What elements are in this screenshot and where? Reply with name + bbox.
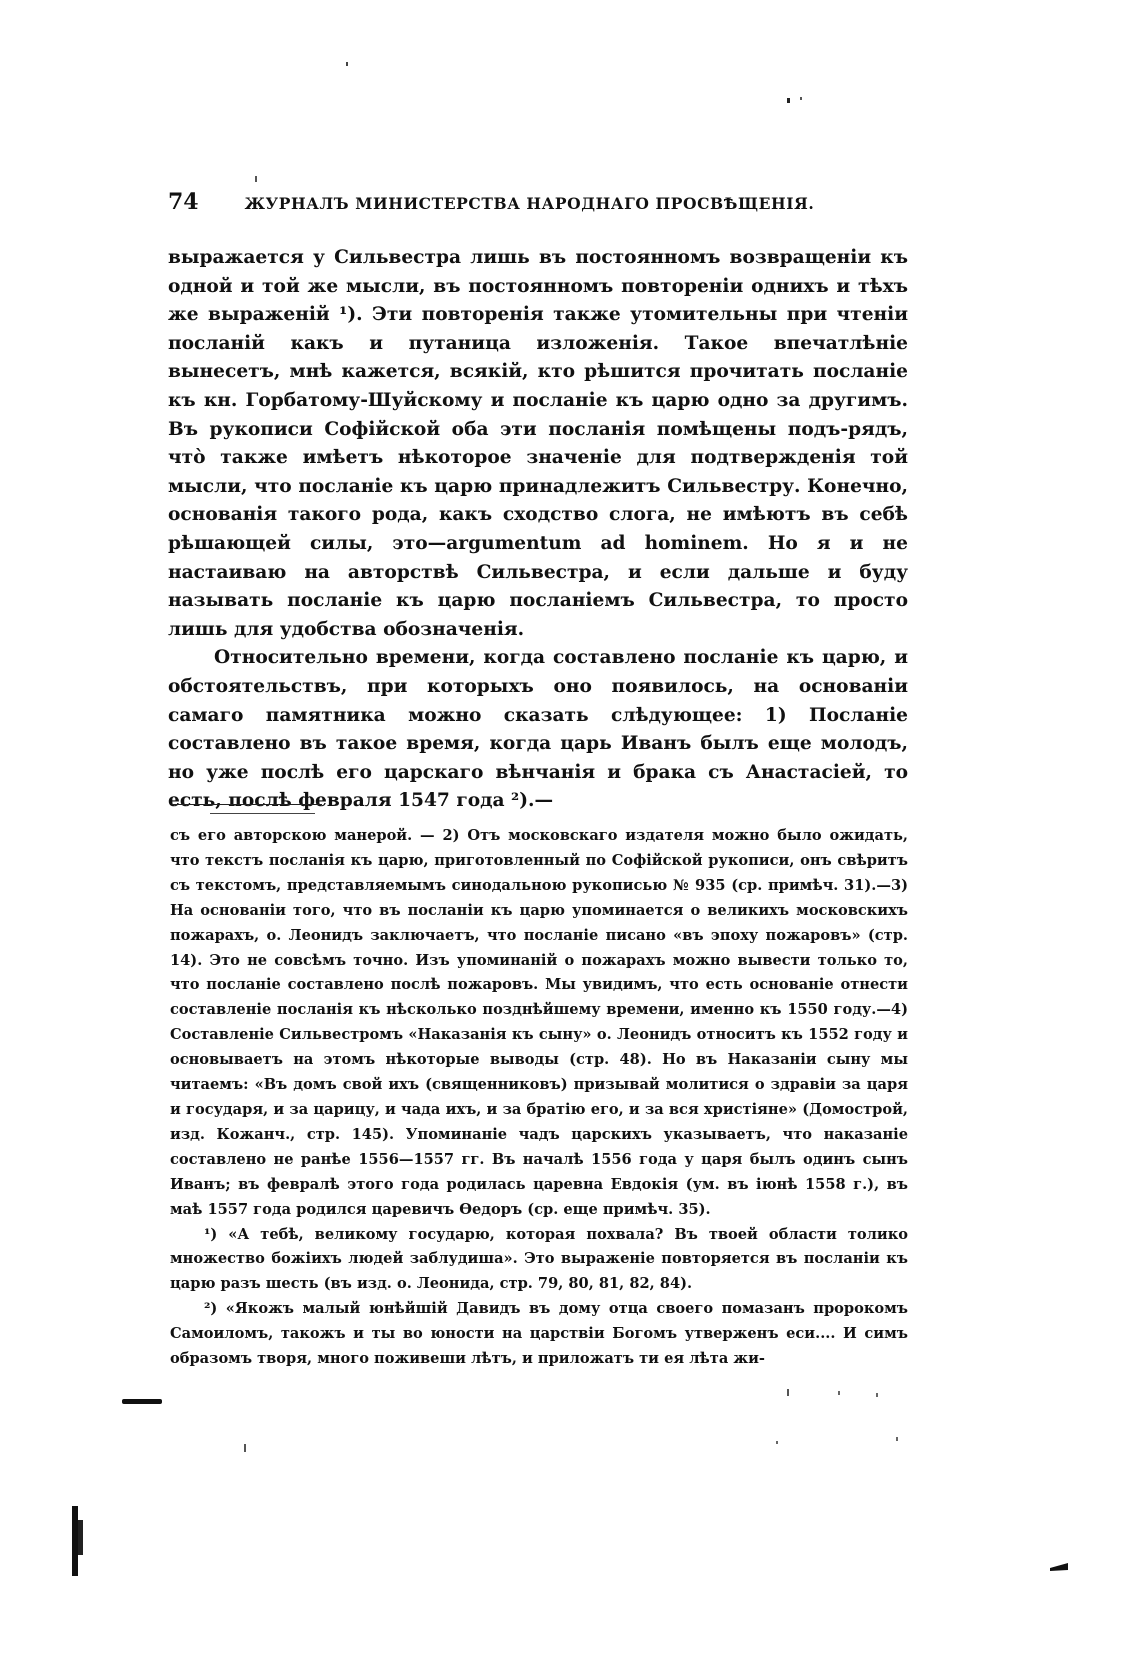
scan-speck — [787, 98, 790, 103]
footnote-1: ¹) «А тебѣ, великому государю, которая похвала? Въ твоей области толико множество божіихъ людей заблудиша». Это выраженіе повторяется въ посланіи къ царю разъ шесть (въ изд. о. Леонида, стр. 79, 80, 81, 82, 84). — [170, 1225, 908, 1293]
scan-speck — [838, 1391, 840, 1395]
page-number: 74 — [168, 189, 199, 215]
scan-speck — [896, 1437, 898, 1441]
scan-speck — [244, 1444, 246, 1452]
scan-edge-mark — [78, 1520, 83, 1555]
footnotes — [170, 824, 908, 1372]
scan-speck — [255, 176, 257, 182]
running-head: ЖУРНАЛЪ МИНИСТЕРСТВА НАРОДНАГО ПРОСВѢЩЕНІЯ. — [244, 194, 815, 213]
footnote-separator — [172, 804, 322, 805]
page-header — [168, 189, 908, 219]
scan-speck — [346, 62, 348, 66]
footnote-separator-secondary — [210, 813, 315, 814]
scan-speck — [876, 1393, 878, 1397]
scan-edge-mark — [1050, 1563, 1068, 1571]
scan-speck — [787, 1389, 789, 1396]
body-paragraph-1: выражается у Сильвестра лишь въ постоянномъ возвращеніи къ одной и той же мысли, въ постоянномъ повтореніи однихъ и тѣхъ же выраженій ¹). Эти повторенія также утомительны при чтеніи посланій какъ и путаница изложенія. Такое впечатлѣніе вынесетъ, мнѣ кажется, всякій, кто рѣшится прочитать посланіе къ кн. Горбатому-Шуйскому и посланіе къ царю одно за другимъ. Въ рукописи Софійской оба эти посланія помѣщены подъ-рядъ, что̀ также имѣетъ нѣкоторое значеніе для подтвержденія той мысли, что посланіе къ царю принадлежитъ Сильвестру. Конечно, основанія такого рода, какъ сходство слога, не имѣютъ въ себѣ рѣшающей силы, это—argumentum ad hominem. Но я и не настаиваю на авторствѣ Сильвестра, и если дальше и буду называть посланіе къ царю посланіемъ Сильвестра, то просто лишь для удобства обозначенія. — [168, 247, 908, 640]
footnote-2: ²) «Якожъ малый юнѣйшій Давидъ въ дому отца своего помазанъ пророкомъ Самоиломъ, такожъ и ты во юности на царствіи Богомъ утверженъ еси.... И симъ образомъ творя, много поживеши лѣтъ, и приложатъ ти ея лѣта жи- — [170, 1300, 908, 1368]
body-paragraph-2: Относительно времени, когда составлено посланіе къ царю, и обстоятельствъ, при которыхъ оно появилось, на основаніи самаго памятника можно сказать слѣдующее: 1) Посланіе составлено въ такое время, когда царь Иванъ былъ еще молодъ, но уже послѣ его царскаго вѣнчанія и брака съ Анастасіей, то есть, послѣ февраля 1547 года ²).— — [168, 647, 908, 812]
scan-speck — [776, 1441, 778, 1444]
footnote-continuation: съ его авторскою манерой. — 2) Отъ московскаго издателя можно было ожидать, что текстъ посланія къ царю, приготовленный по Софійской рукописи, онъ свѣритъ съ текстомъ, представляемымъ синодальною рукописью № 935 (ср. примѣч. 31).—3) На основаніи того, что въ посланіи къ царю упоминается о великихъ московскихъ пожарахъ, о. Леонидъ заключаетъ, что посланіе писано «въ эпоху пожаровъ» (стр. 14). Это не совсѣмъ точно. Изъ упоминаній о пожарахъ можно вывести только то, что посланіе составлено послѣ пожаровъ. Мы увидимъ, что есть основаніе отнести составленіе посланія къ нѣсколько позднѣйшему времени, именно къ 1550 году.—4) Составленіе Сильвестромъ «Наказанія къ сыну» о. Леонидъ относитъ къ 1552 году и основываетъ на этомъ нѣкоторые выводы (стр. 48). Но въ Наказаніи сыну мы читаемъ: «Въ домъ свой ихъ (священниковъ) призывай молитися о здравіи за царя и государя, и за царицу, и чада ихъ, и за братію его, и за вся христіяне» (Домострой, изд. Кожанч., стр. 145). Упоминаніе чадъ царскихъ указываетъ, что наказаніе составлено не ранѣе 1556—1557 гг. Въ началѣ 1556 года у царя былъ одинъ сынъ Иванъ; въ февралѣ этого года родилась царевна Евдокія (ум. въ іюнѣ 1558 г.), въ маѣ 1557 года родился царевичъ Ѳедоръ (ср. еще примѣч. 35). — [170, 827, 908, 1218]
scan-speck — [800, 97, 802, 100]
scan-edge-mark — [72, 1506, 78, 1576]
scan-dash — [122, 1399, 162, 1404]
main-text — [168, 244, 908, 816]
